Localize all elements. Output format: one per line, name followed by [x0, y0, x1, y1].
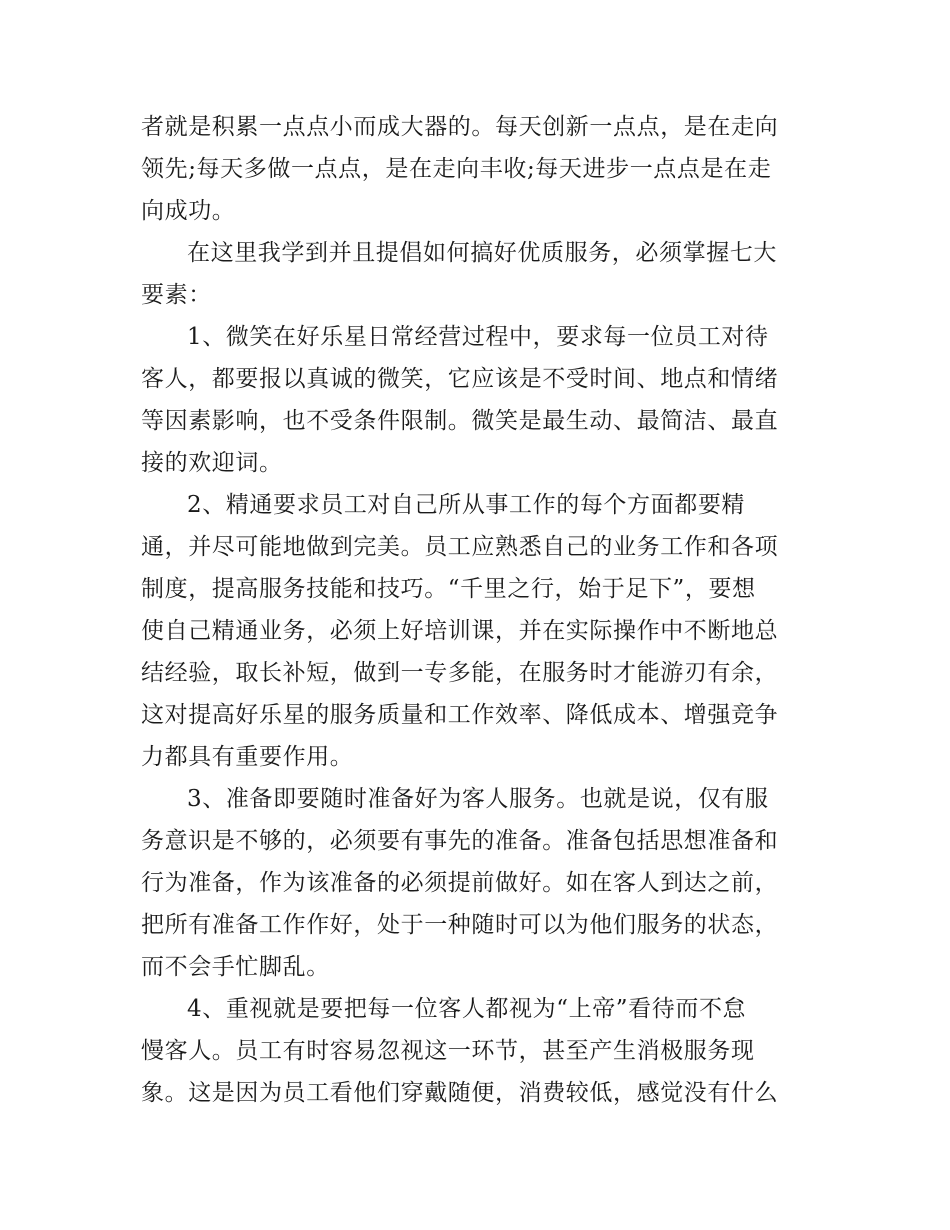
paragraph-3 [141, 316, 813, 484]
paragraph-6 [141, 988, 813, 1114]
text-line: 而不会手忙脚乱。 [141, 954, 330, 980]
text-line: 结经验，取长补短，做到一专多能，在服务时才能游刃有余， [141, 660, 779, 686]
paragraph-2 [141, 232, 813, 316]
text-line: 行为准备，作为该准备的必须提前做好。如在客人到达之前， [141, 870, 779, 896]
text-line: 4、重视就是要把每一位客人都视为“上帝”看待而不怠 [187, 996, 747, 1022]
text-line: 要素： [141, 282, 212, 308]
document-body [141, 106, 813, 1114]
paragraph-1 [141, 106, 813, 232]
text-line: 通，并尽可能地做到完美。员工应熟悉自己的业务工作和各项 [141, 534, 779, 560]
text-line: 向成功。 [141, 198, 236, 224]
text-line: 使自己精通业务，必须上好培训课，并在实际操作中不断地总 [141, 618, 779, 644]
text-line: 慢客人。员工有时容易忽视这一环节，甚至产生消极服务现 [141, 1038, 755, 1064]
text-line: 2、精通要求员工对自己所从事工作的每个方面都要精 [187, 492, 746, 518]
text-line: 客人，都要报以真诚的微笑，它应该是不受时间、地点和情绪 [141, 366, 779, 392]
paragraph-5 [141, 778, 813, 988]
text-line: 3、准备即要随时准备好为客人服务。也就是说，仅有服 [187, 786, 769, 812]
text-line: 这对提高好乐星的服务质量和工作效率、降低成本、增强竞争 [141, 702, 779, 728]
text-line: 者就是积累一点点小而成大器的。每天创新一点点，是在走向 [141, 114, 779, 140]
text-line: 把所有准备工作作好，处于一种随时可以为他们服务的状态， [141, 912, 779, 938]
text-line: 1、微笑在好乐星日常经营过程中，要求每一位员工对待 [187, 324, 769, 350]
text-line: 等因素影响，也不受条件限制。微笑是最生动、最简洁、最直 [141, 408, 779, 434]
text-line: 力都具有重要作用。 [141, 744, 354, 770]
paragraph-4 [141, 484, 813, 778]
text-line: 领先;每天多做一点点，是在走向丰收;每天进步一点点是在走 [141, 156, 772, 182]
text-line: 制度，提高服务技能和技巧。“千里之行，始于足下”，要想 [141, 576, 756, 602]
text-line: 务意识是不够的，必须要有事先的准备。准备包括思想准备和 [141, 828, 779, 854]
text-line: 在这里我学到并且提倡如何搞好优质服务，必须掌握七大 [187, 240, 777, 266]
text-line: 象。这是因为员工看他们穿戴随便，消费较低，感觉没有什么 [141, 1080, 779, 1106]
text-line: 接的欢迎词。 [141, 450, 283, 476]
